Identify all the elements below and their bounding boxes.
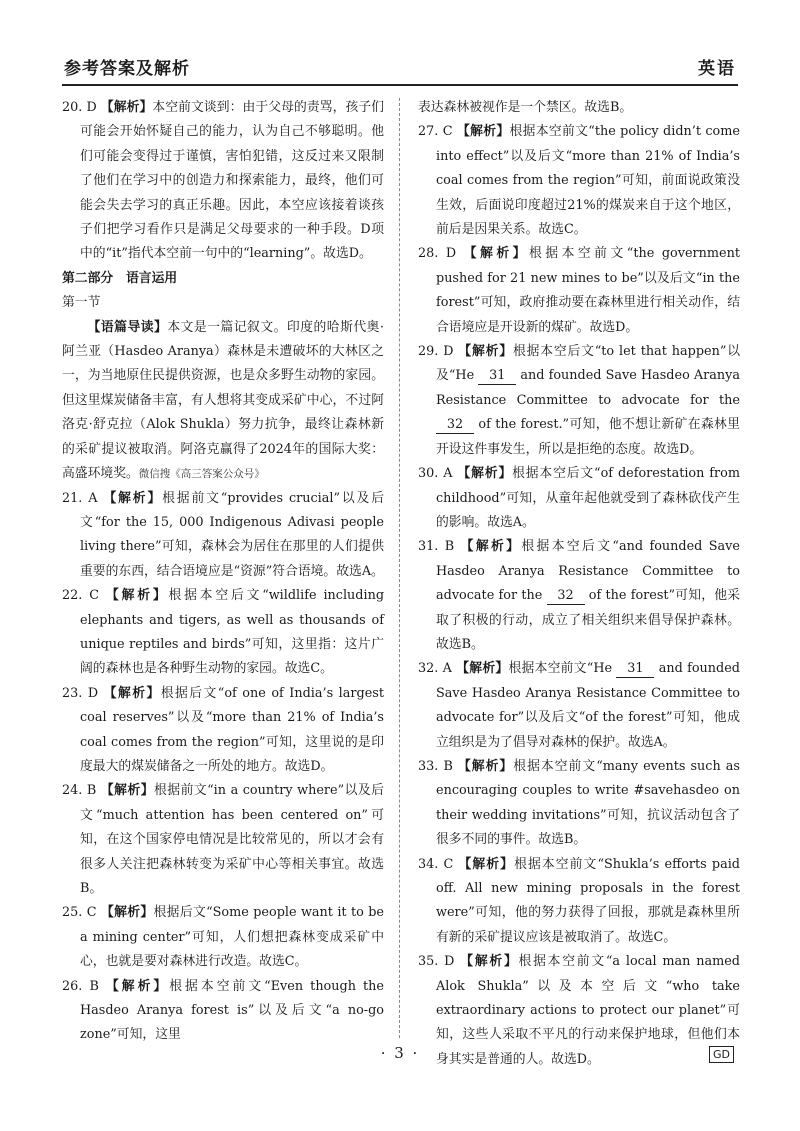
section-title: 第二部分 语言运用: [62, 270, 178, 286]
answer-28: 28. D 【解析】根据本空前文“the government pushed for 21 new mines to be”以及后文“in the forest”可知，政府推动要在森林里进行相关动作，结合语境应是开设新的煤矿。故选D。: [418, 246, 740, 335]
subsection-title: 第一节: [62, 295, 101, 311]
column-divider: [399, 98, 400, 1038]
answer-21: 21. A 【解析】根据前文“provides crucial”以及后文“for the 15, 000 Indigenous Adivasi people living there”可知，森林会为居住在那里的人们提供重要的东西，结合语境应是“资源”符合语境。故选A。: [62, 490, 384, 579]
page-number: · 3 ·: [380, 1044, 420, 1062]
answer-33: 33. B 【解析】根据本空前文“many events such as encouraging couples to write #savehasdeo on their wedding invitations”可知，抗议活动包含了很多不同的事件。故选B。: [418, 758, 741, 848]
answer-34: 34. C 【解析】根据本空前文“Shukla’s efforts paid off. All new mining proposals in the forest were”可知，他的努力获得了回报，那就是森林里所有新的采矿提议应该是被取消了。故选C。: [418, 856, 740, 945]
answer-26-continued: 表达森林被视作是一个禁区。故选B。: [418, 100, 633, 115]
blank-32: 32: [436, 417, 474, 434]
answer-23: 23. D 【解析】根据后文“of one of India’s largest coal reserves”以及“more than 21% of India’s coal comes from the region”可知，这里说的是印度最大的煤炭储备之一所处的地方。故选D。: [62, 685, 385, 774]
answer-35: 35. D 【解析】根据本空前文“a local man named Alok Shukla”以及本空后文“who take extraordinary actions to protect our planet”可知，这些人采取不平凡的行动来保护地球，但他们本身其实是普通的人。故选D。: [418, 954, 741, 1067]
answer-27: 27. C 【解析】根据本空前文“the policy didn’t come into effect”以及后文“more than 21% of India’s coal comes from the region”可知，前面说政策没生效，后面说印度超过21%的煤炭来自于这个地区，前后是因果关系。故选C。: [418, 124, 740, 238]
page-header: [62, 52, 738, 86]
blank-32: 32: [547, 588, 585, 605]
watermark-note: 微信搜《高三答案公众号》: [138, 468, 265, 481]
answer-29: 29. D 【解析】根据本空后文“to let that happen”以及“He 31 and founded Save Hasdeo Aranya Resistance Committee to advocate for the 32 of the forest.”可知，他不想让新矿在森林里开设这件事发生，所以是拒绝的态度。故选D。: [418, 344, 741, 457]
right-column: [418, 96, 740, 1072]
answer-30: 30. A 【解析】根据本空后文“of deforestation from childhood”可知，从童年起他就受到了森林砍伐产生的影响。故选A。: [418, 466, 741, 530]
region-badge: GD: [709, 1046, 734, 1063]
left-column: [62, 96, 384, 1048]
header-subject: 英语: [698, 59, 736, 79]
header-title: 参考答案及解析: [64, 59, 190, 79]
answer-24: 24. B 【解析】根据前文“in a country where”以及后文“much attention has been centered on”可知，在这个国家停电情况是比较常见的，所以才会有很多人关注把森林转变为采矿中心等相关事宜。故选B。: [62, 783, 385, 896]
answer-31: 31. B 【解析】根据本空后文“and founded Save Hasdeo Aranya Resistance Committee to advocate for the 32 of the forest”可知，他采取了积极的行动，成立了相关组织来倡导保护森林。故选B。: [418, 539, 740, 652]
answer-26: 26. B 【解析】根据本空前文“Even though the Hasdeo Aranya forest is”以及后文“a no-go zone”可知，这里: [62, 978, 384, 1043]
answer-22: 22. C 【解析】根据本空后文“wildlife including elephants and tigers, as well as thousands of unique reptiles and birds”可知，这里指：这片广阔的森林也是各种野生动物的家园。故选C。: [62, 588, 385, 677]
passage-guide: 【语篇导读】本文是一篇记叙文。印度的哈斯代奥·阿兰亚（Hasdeo Aranya）森林是未遭破坏的大林区之一，为当地原住民提供资源，也是众多野生动物的家园。但这里煤炭储备丰富，有人想将其变成采矿中心，不过阿洛克·舒克拉（Alok Shukla）努力抗争，最终让森林新的采矿提议被取消。阿洛克赢得了2024年的国际大奖：高盛环境奖。微信搜《高三答案公众号》: [62, 319, 384, 482]
blank-31: 31: [616, 661, 654, 678]
answer-32: 32. A 【解析】根据本空前文“He 31 and founded Save Hasdeo Aranya Resistance Committee to advocate for”以及后文“of the forest”可知，他成立组织是为了倡导对森林的保护。故选A。: [418, 661, 740, 750]
answer-25: 25. C 【解析】根据后文“Some people want it to be a mining center”可知，人们想把森林变成采矿中心，也就是要对森林进行改造。故选C。: [62, 905, 385, 970]
answer-20: 20. D 【解析】本空前文谈到：由于父母的责骂，孩子们可能会开始怀疑自己的能力，认为自己不够聪明。他们可能会变得过于谨慎，害怕犯错，这反过来又限制了他们在学习中的创造力和探索能力，最终，他们可能会失去学习的真正乐趣。因此，本空应该接着谈孩子们把学习看作只是满足父母要求的一种手段。D项中的“it”指代本空前一句中的“learning”。故选D。: [62, 100, 385, 262]
blank-31: 31: [478, 368, 516, 385]
